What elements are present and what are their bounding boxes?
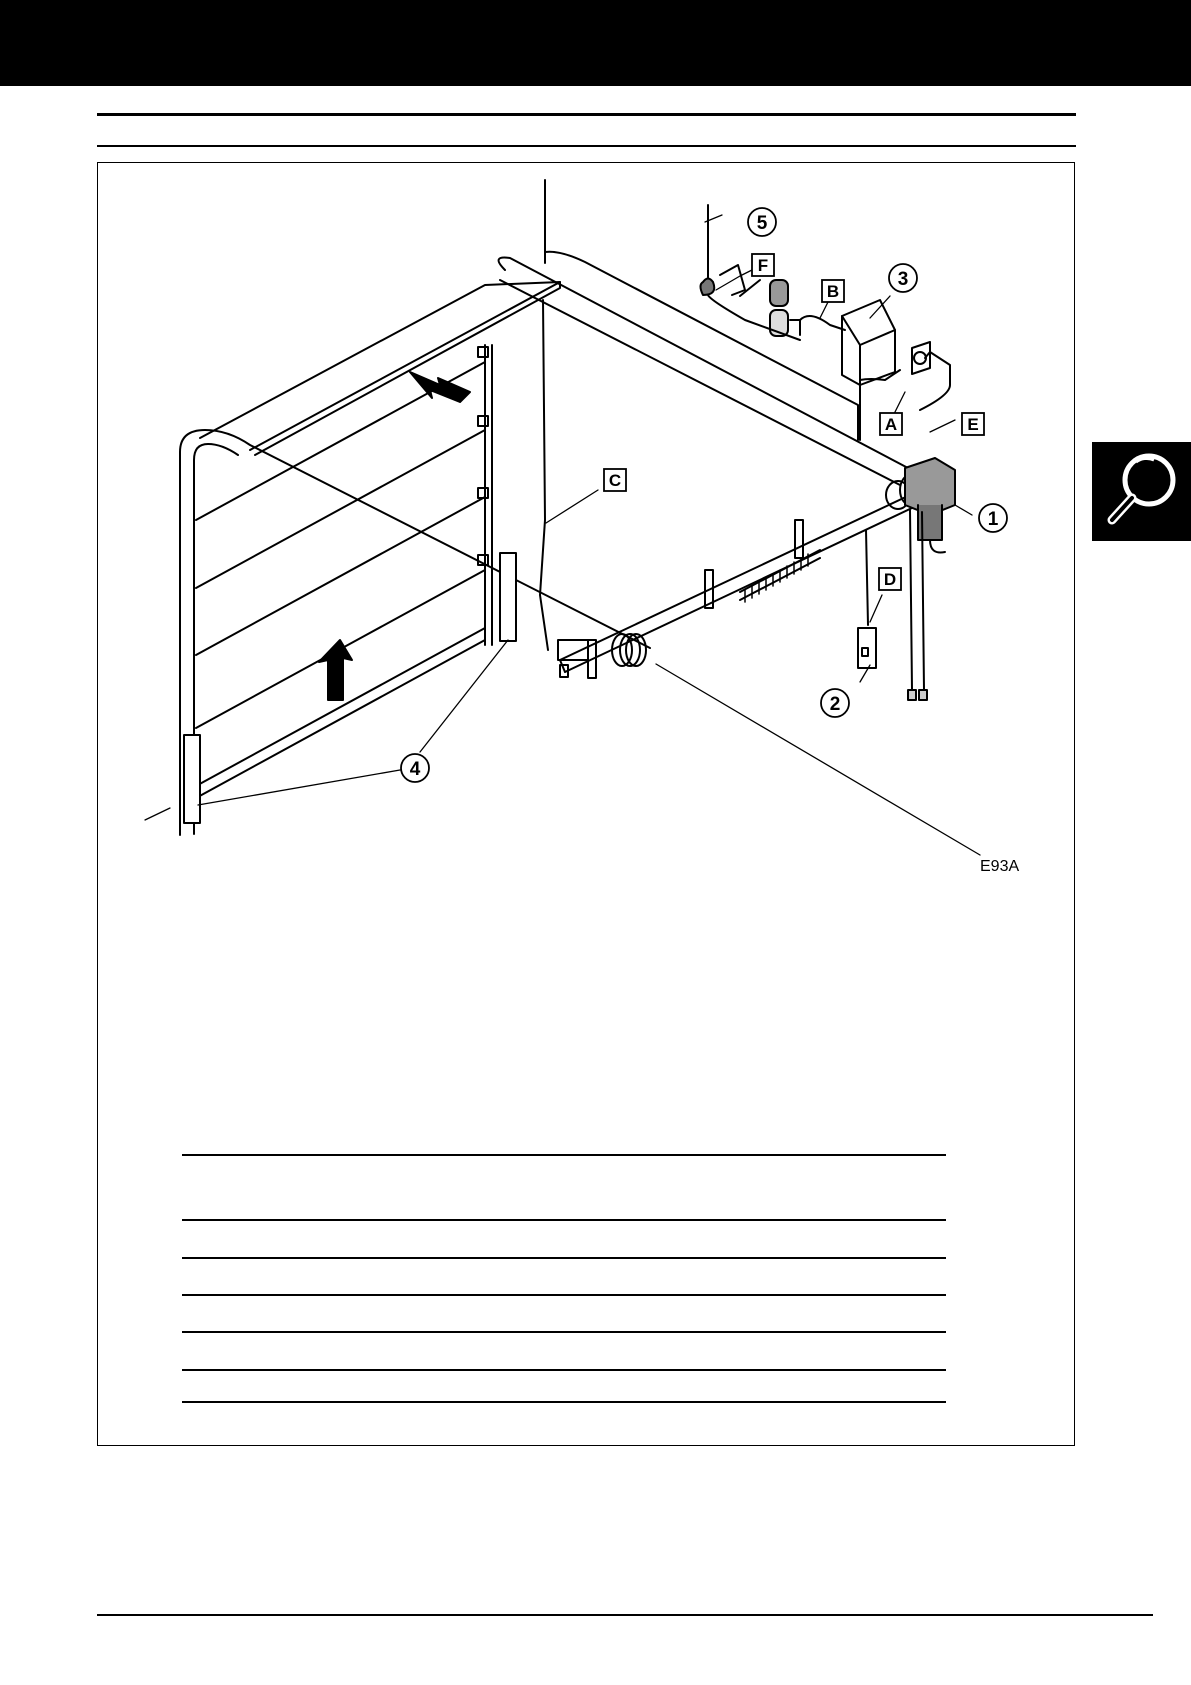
callout-A: A [884, 415, 898, 434]
callout-E: E [967, 415, 979, 434]
callout-5: 5 [756, 213, 768, 234]
table-rule [182, 1257, 946, 1259]
callout-D: D [883, 570, 897, 589]
callout-2: 2 [829, 694, 841, 715]
table-rule [182, 1401, 946, 1403]
footer-rule [97, 1614, 1153, 1616]
callout-B: B [826, 282, 840, 301]
callout-F: F [757, 256, 769, 275]
table-rule [182, 1154, 946, 1156]
callout-C: C [608, 471, 622, 490]
table-rule [182, 1369, 946, 1371]
callout-4: 4 [409, 759, 421, 780]
table-rule [182, 1294, 946, 1296]
callout-3: 3 [897, 269, 909, 290]
figure-code: E93A [980, 858, 1020, 875]
table-rule [182, 1219, 946, 1221]
callout-1: 1 [987, 509, 999, 530]
table-rule [182, 1331, 946, 1333]
